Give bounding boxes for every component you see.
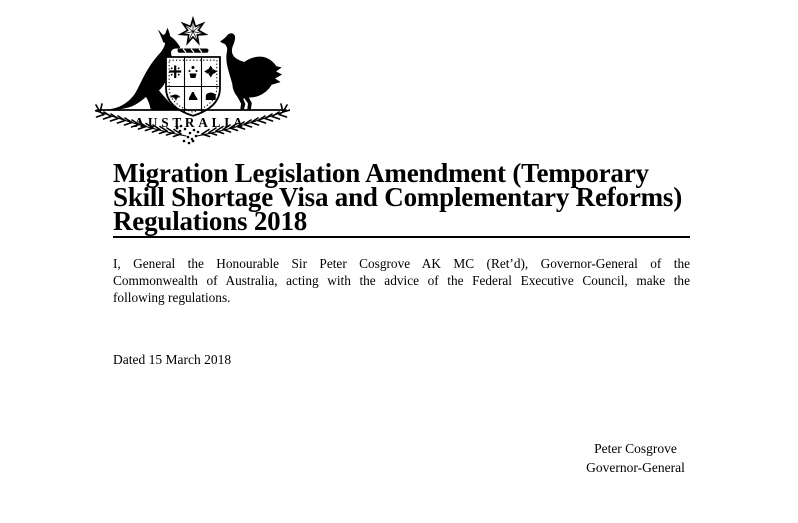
emu-silhouette [221,34,282,110]
commonwealth-star-icon [180,19,205,44]
signatory-name: Peter Cosgrove [594,441,677,456]
document-title [113,158,690,238]
title-line-2: Skill Shortage Visa and Complementary Reforms) [113,182,683,212]
preamble-paragraph [113,255,690,307]
preamble-line-3: following regulations. [113,290,231,306]
signatory-role: Governor-General [586,459,685,475]
preamble-line-1: I, General the Honourable Sir Peter Cosgrove AK MC (Ret’d), Governor-General of the [113,256,690,271]
preamble-line-2: Commonwealth of Australia, acting with the advice of the Federal Executive Council, make the [113,273,690,289]
title-line-1: Migration Legislation Amendment (Temporary [113,158,649,188]
dated-line: Dated 15 March 2018 [113,352,232,367]
australia-label: AUSTRALIA [134,114,247,130]
coat-of-arms-emblem [95,5,290,145]
title-line-3: Regulations 2018 [113,206,308,236]
crest-wreath-bar [178,49,209,53]
signature-block [558,440,713,477]
shield-icon [166,57,220,116]
